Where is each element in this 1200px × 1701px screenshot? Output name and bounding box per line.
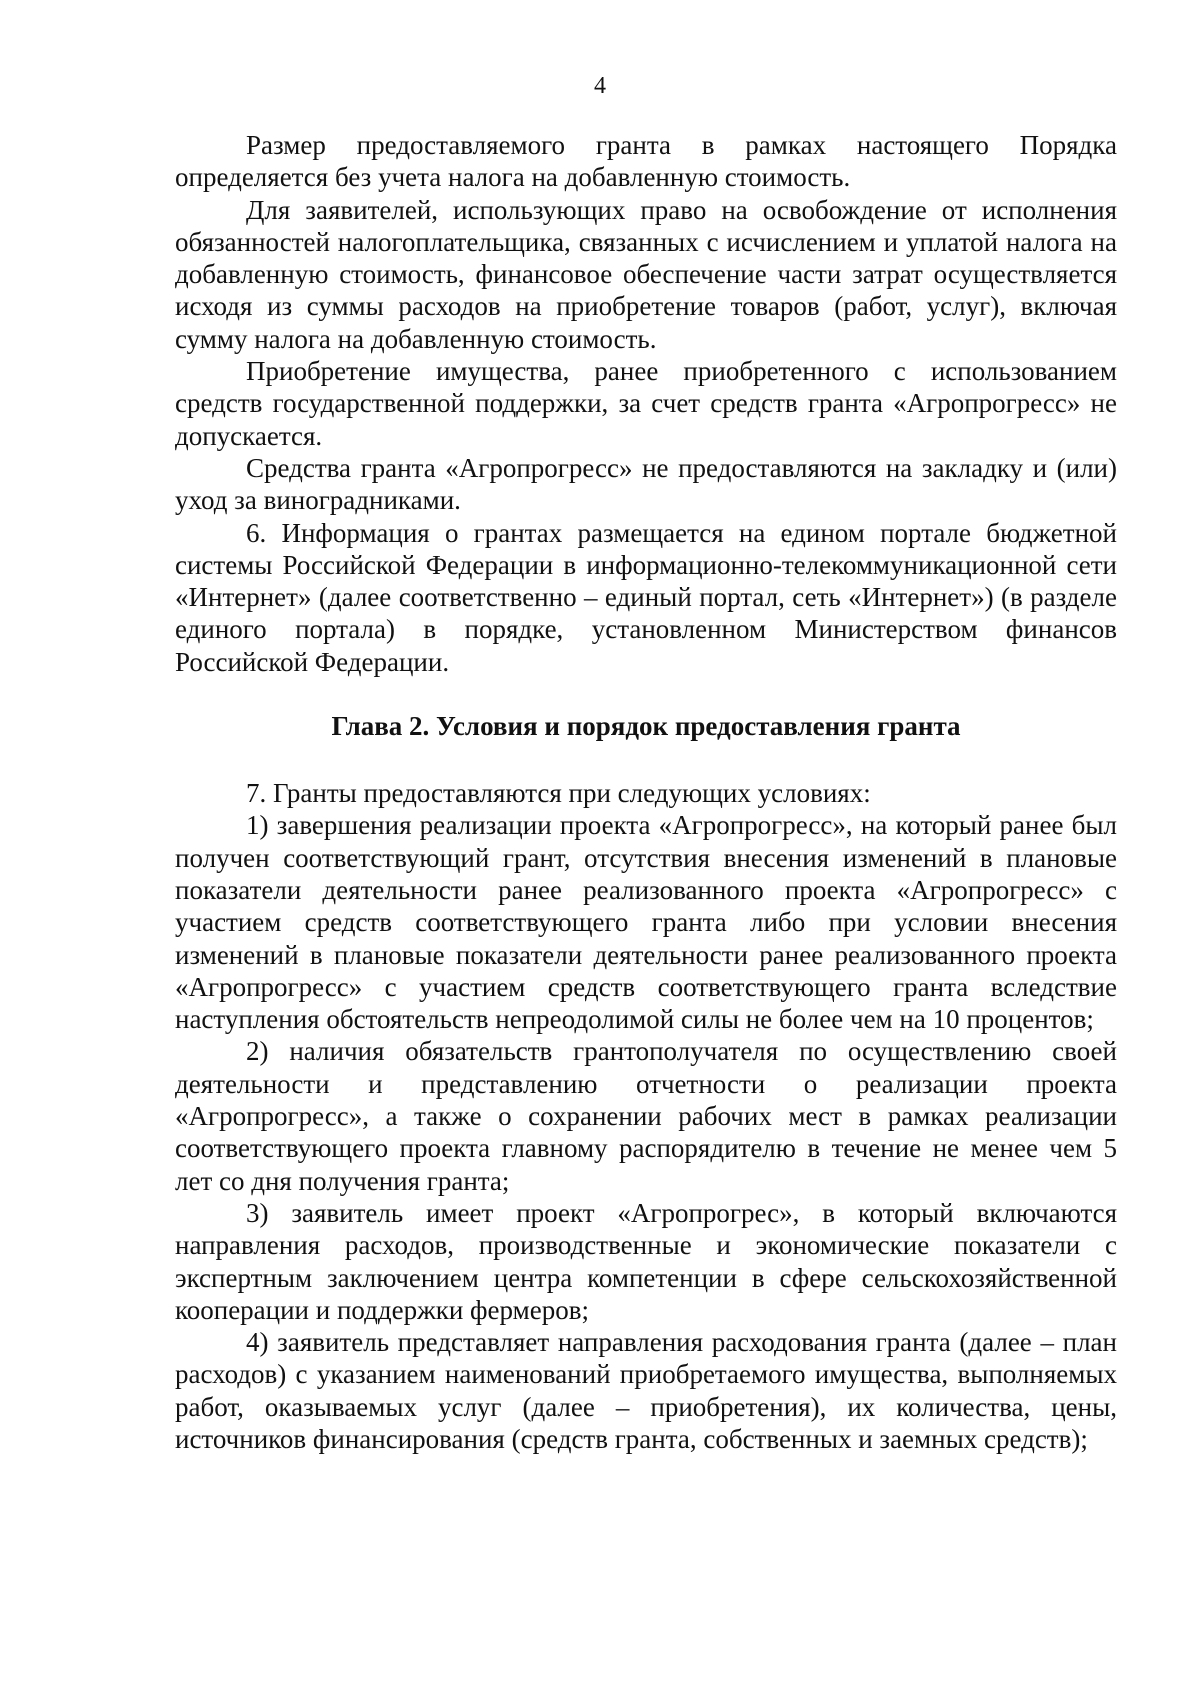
chapter-heading: Глава 2. Условия и порядок предоставления гранта bbox=[331, 711, 961, 742]
paragraph-condition-2: 2) наличия обязательств грантополучателя по осуществлению своей деятельности и представлению отчетности о реализации проекта «Агропрогресс», а также о сохранении рабочих мест в рамках реализации соответствующего проекта главному распорядителю в течение не менее чем 5 лет со дня получения гранта; bbox=[175, 1036, 1117, 1196]
paragraph-item-7: 7. Гранты предоставляются при следующих условиях: bbox=[246, 778, 871, 809]
paragraph-property-restriction: Приобретение имущества, ранее приобретенного с использованием средств государственной поддержки, за счет средств гранта «Агропрогресс» не допускается. bbox=[175, 356, 1117, 451]
paragraph-condition-3: 3) заявитель имеет проект «Агропрогрес», в который включаются направления расходов, производственные и экономические показатели с экспертным заключением центра компетенции в сфере сельскохозяйственной кооперации и поддержки фермеров; bbox=[175, 1197, 1117, 1325]
page-number: 4 bbox=[594, 73, 606, 99]
paragraph-item-6: 6. Информация о грантах размещается на едином портале бюджетной системы Российской Федерации в информационно-телекоммуникационной сети «Интернет» (далее соответственно – единый портал, сеть «Интернет») (в разделе единого портала) в порядке, установленном Министерством финансов Российской Федерации. bbox=[175, 517, 1117, 677]
document-body bbox=[175, 129, 1117, 1455]
paragraph-grant-size: Размер предоставляемого гранта в рамках настоящего Порядка определяется без учета налога на добавленную стоимость. bbox=[175, 130, 1117, 193]
paragraph-condition-1: 1) завершения реализации проекта «Агропрогресс», на который ранее был получен соответствующий грант, отсутствия внесения изменений в плановые показатели деятельности ранее реализованного проекта «Агропрогресс» с участием средств соответствующего гранта либо при условии внесения изменений в плановые показатели деятельности ранее реализованного проекта «Агропрогресс» с участием средств соответствующего гранта вследствие наступления обстоятельств непреодолимой силы не более чем на 10 процентов; bbox=[175, 810, 1117, 1035]
paragraph-vat-exemption: Для заявителей, использующих право на освобождение от исполнения обязанностей налогоплательщика, связанных с исчислением и уплатой налога на добавленную стоимость, финансовое обеспечение части затрат осуществляется исходя из суммы расходов на приобретение товаров (работ, услуг), включая сумму налога на добавленную стоимость. bbox=[175, 194, 1117, 354]
paragraph-condition-4: 4) заявитель представляет направления расходования гранта (далее – план расходов) с указанием наименований приобретаемого имущества, выполняемых работ, оказываемых услуг (далее – приобретения), их количества, цены, источников финансирования (средств гранта, собственных и заемных средств); bbox=[175, 1327, 1117, 1454]
paragraph-vineyards: Средства гранта «Агропрогресс» не предоставляются на закладку и (или) уход за виноградниками. bbox=[175, 452, 1117, 516]
